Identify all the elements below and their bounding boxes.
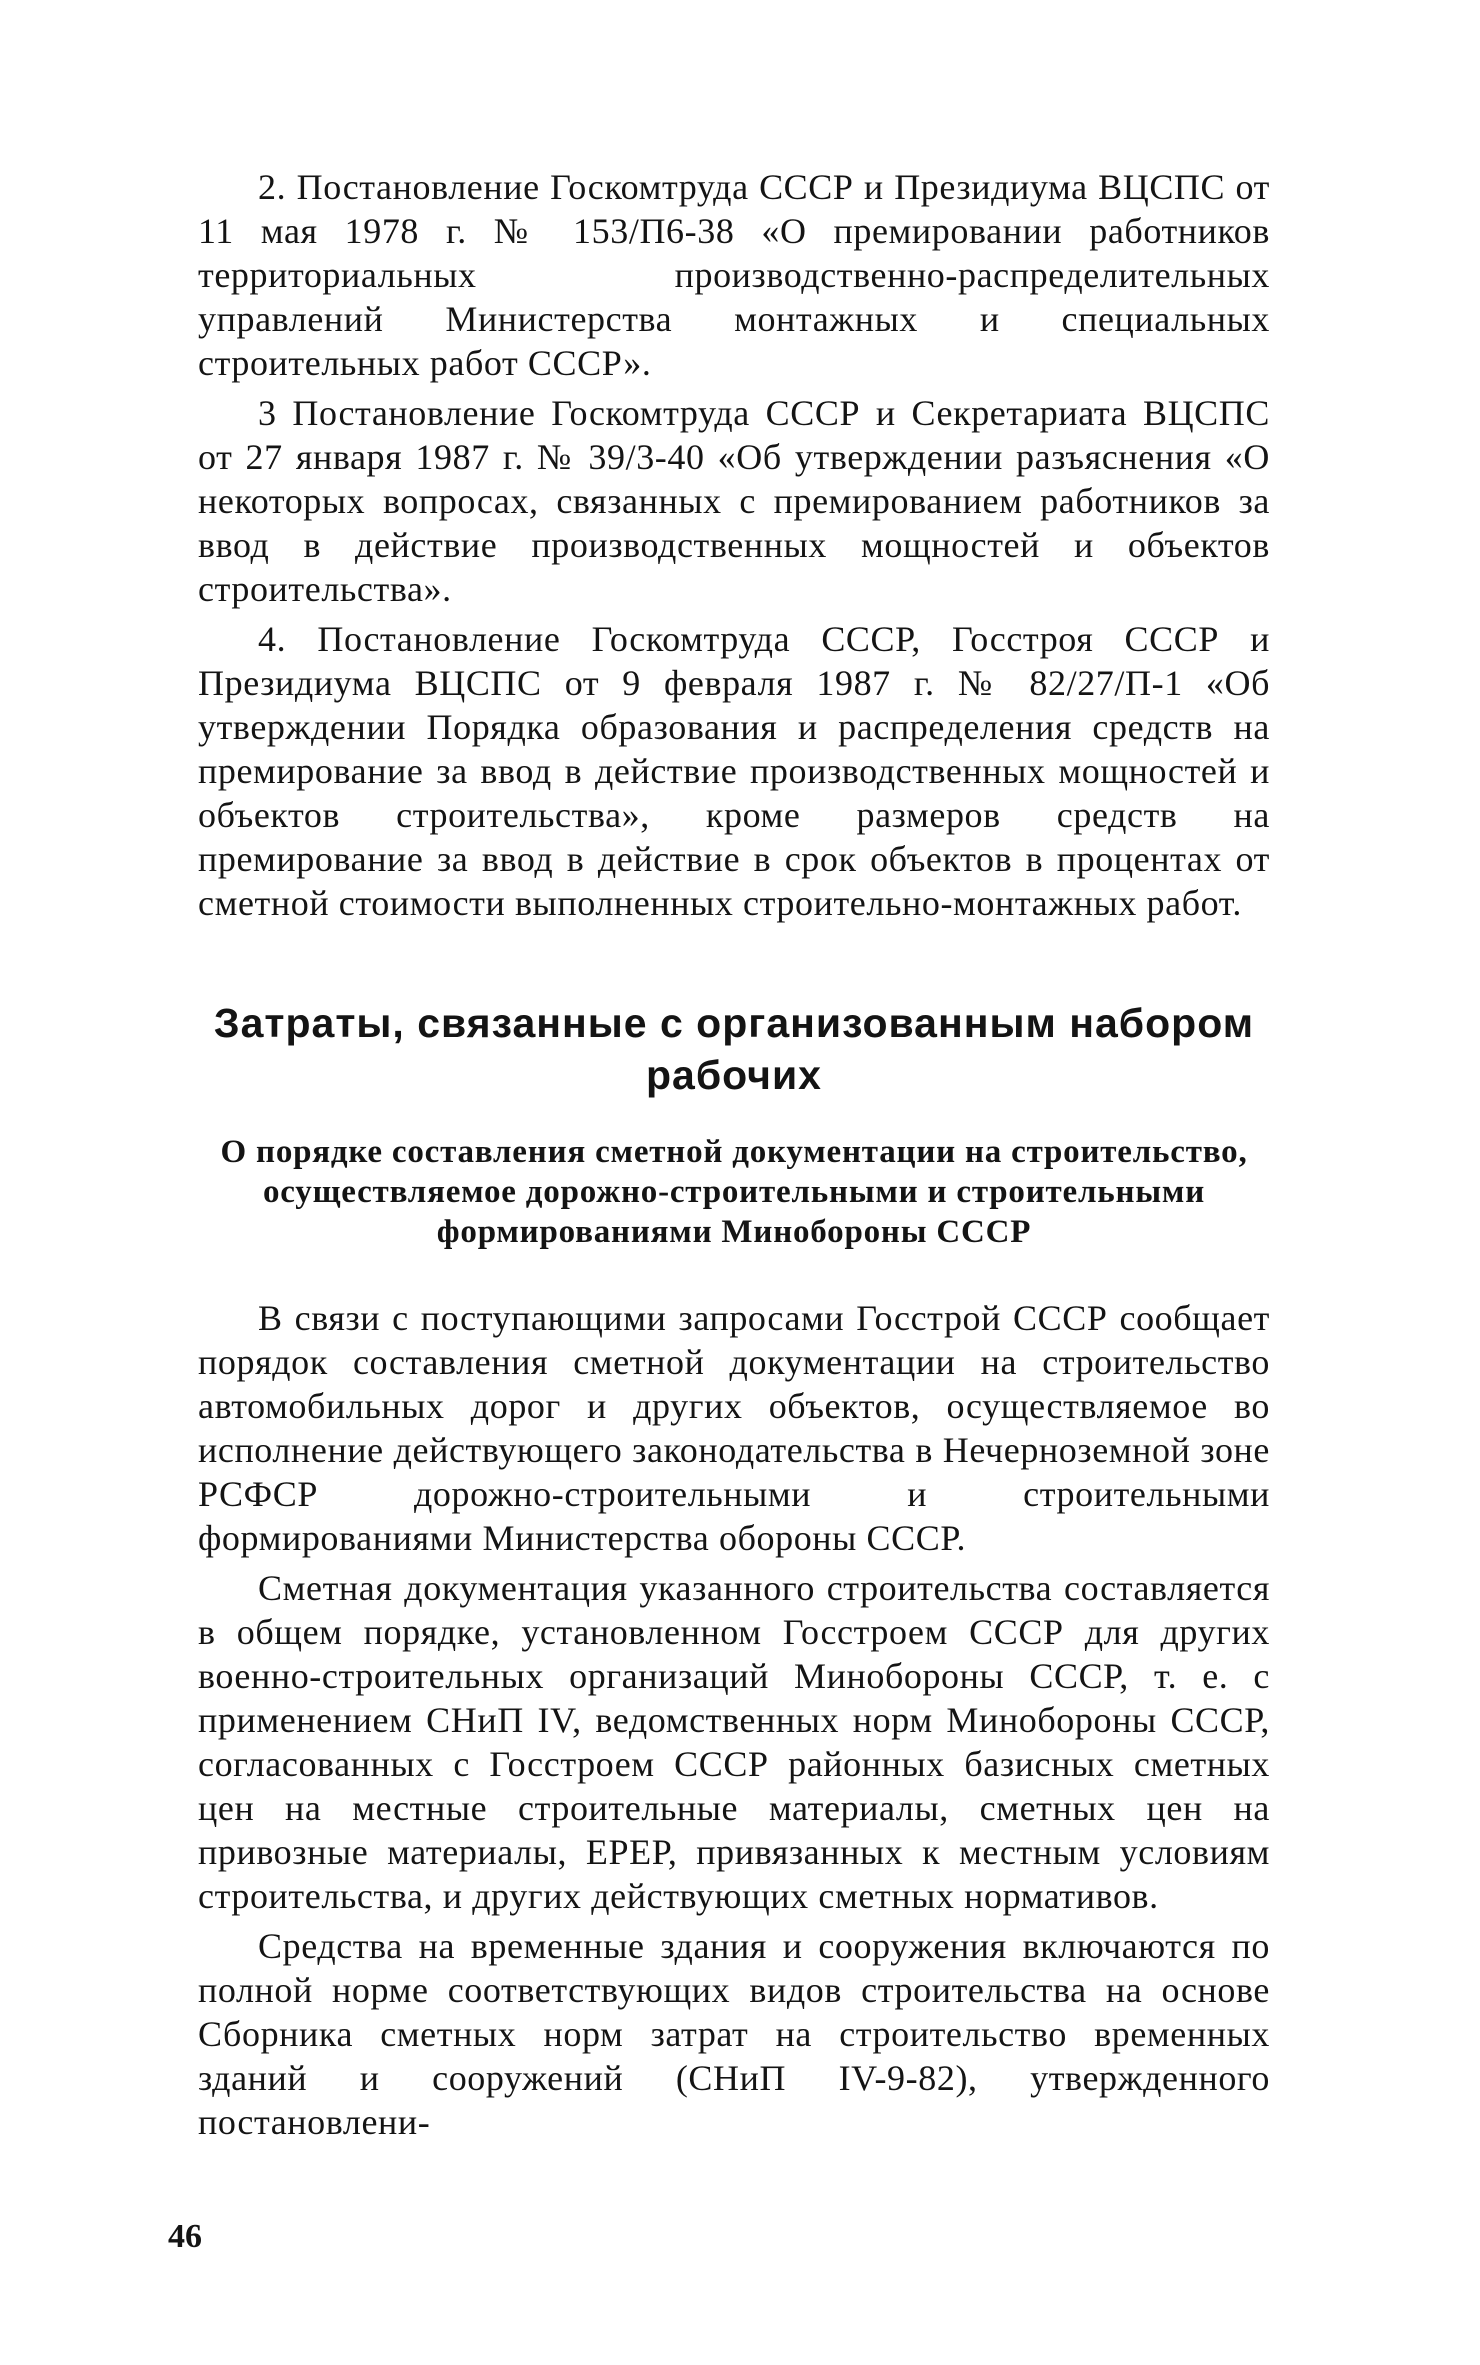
list-item-2: 2. Постановление Госкомтруда СССР и Президиума ВЦСПС от 11 мая 1978 г. № 153/П6-38 «О премировании работников территориальных производственно-распределительных управлений Министерства монтажных и специальных строительных работ СССР».	[198, 167, 1270, 383]
subsection-title: О порядке составления сметной документации на строительство, осуществляемое дорожно-строительными и строительными формированиями Минобороны СССР	[220, 1134, 1248, 1250]
page-number: 46	[168, 2218, 202, 2255]
body-paragraph: Средства на временные здания и сооружения включаются по полной норме соответствующих видов строительства на основе Сборника сметных норм затрат на строительство временных зданий и сооружений (СНиП IV-9-82), утвержденного постановлени-	[198, 1926, 1270, 2142]
list-item-4: 4. Постановление Госкомтруда СССР, Госстроя СССР и Президиума ВЦСПС от 9 февраля 1987 г. № 82/27/П-1 «Об утверждении Порядка образования и распределения средств на премирование за ввод в действие производственных мощностей и объектов строительства», кроме размеров средств на премирование за ввод в действие в срок объектов в процентах от сметной стоимости выполненных строительно-монтажных работ.	[198, 619, 1270, 923]
body-paragraph: Сметная документация указанного строительства составляется в общем порядке, установленном Госстроем СССР для других военно-строительных организаций Минобороны СССР, т. е. с применением СНиП IV, ведомственных норм Минобороны СССР, согласованных с Госстроем СССР районных базисных сметных цен на местные строительные материалы, сметных цен на привозные материалы, ЕРЕР, привязанных к местным условиям строительства, и других действующих сметных нормативов.	[198, 1568, 1270, 1916]
body-text	[198, 1296, 1270, 2144]
section-title: Затраты, связанные с организованным набором рабочих	[213, 1000, 1255, 1098]
regulation-list	[198, 165, 1270, 925]
list-item-3: 3 Постановление Госкомтруда СССР и Секретариата ВЦСПС от 27 января 1987 г. № 39/3-40 «Об утверждении разъяснения «О некоторых вопросах, связанных с премированием работников за ввод в действие производственных мощностей и объектов строительства».	[198, 393, 1270, 609]
body-paragraph: В связи с поступающими запросами Госстрой СССР сообщает порядок составления сметной документации на строительство автомобильных дорог и других объектов, осуществляемое во исполнение действующего законодательства в Нечерноземной зоне РСФСР дорожно-строительными и строительными формированиями Министерства обороны СССР.	[198, 1298, 1270, 1558]
